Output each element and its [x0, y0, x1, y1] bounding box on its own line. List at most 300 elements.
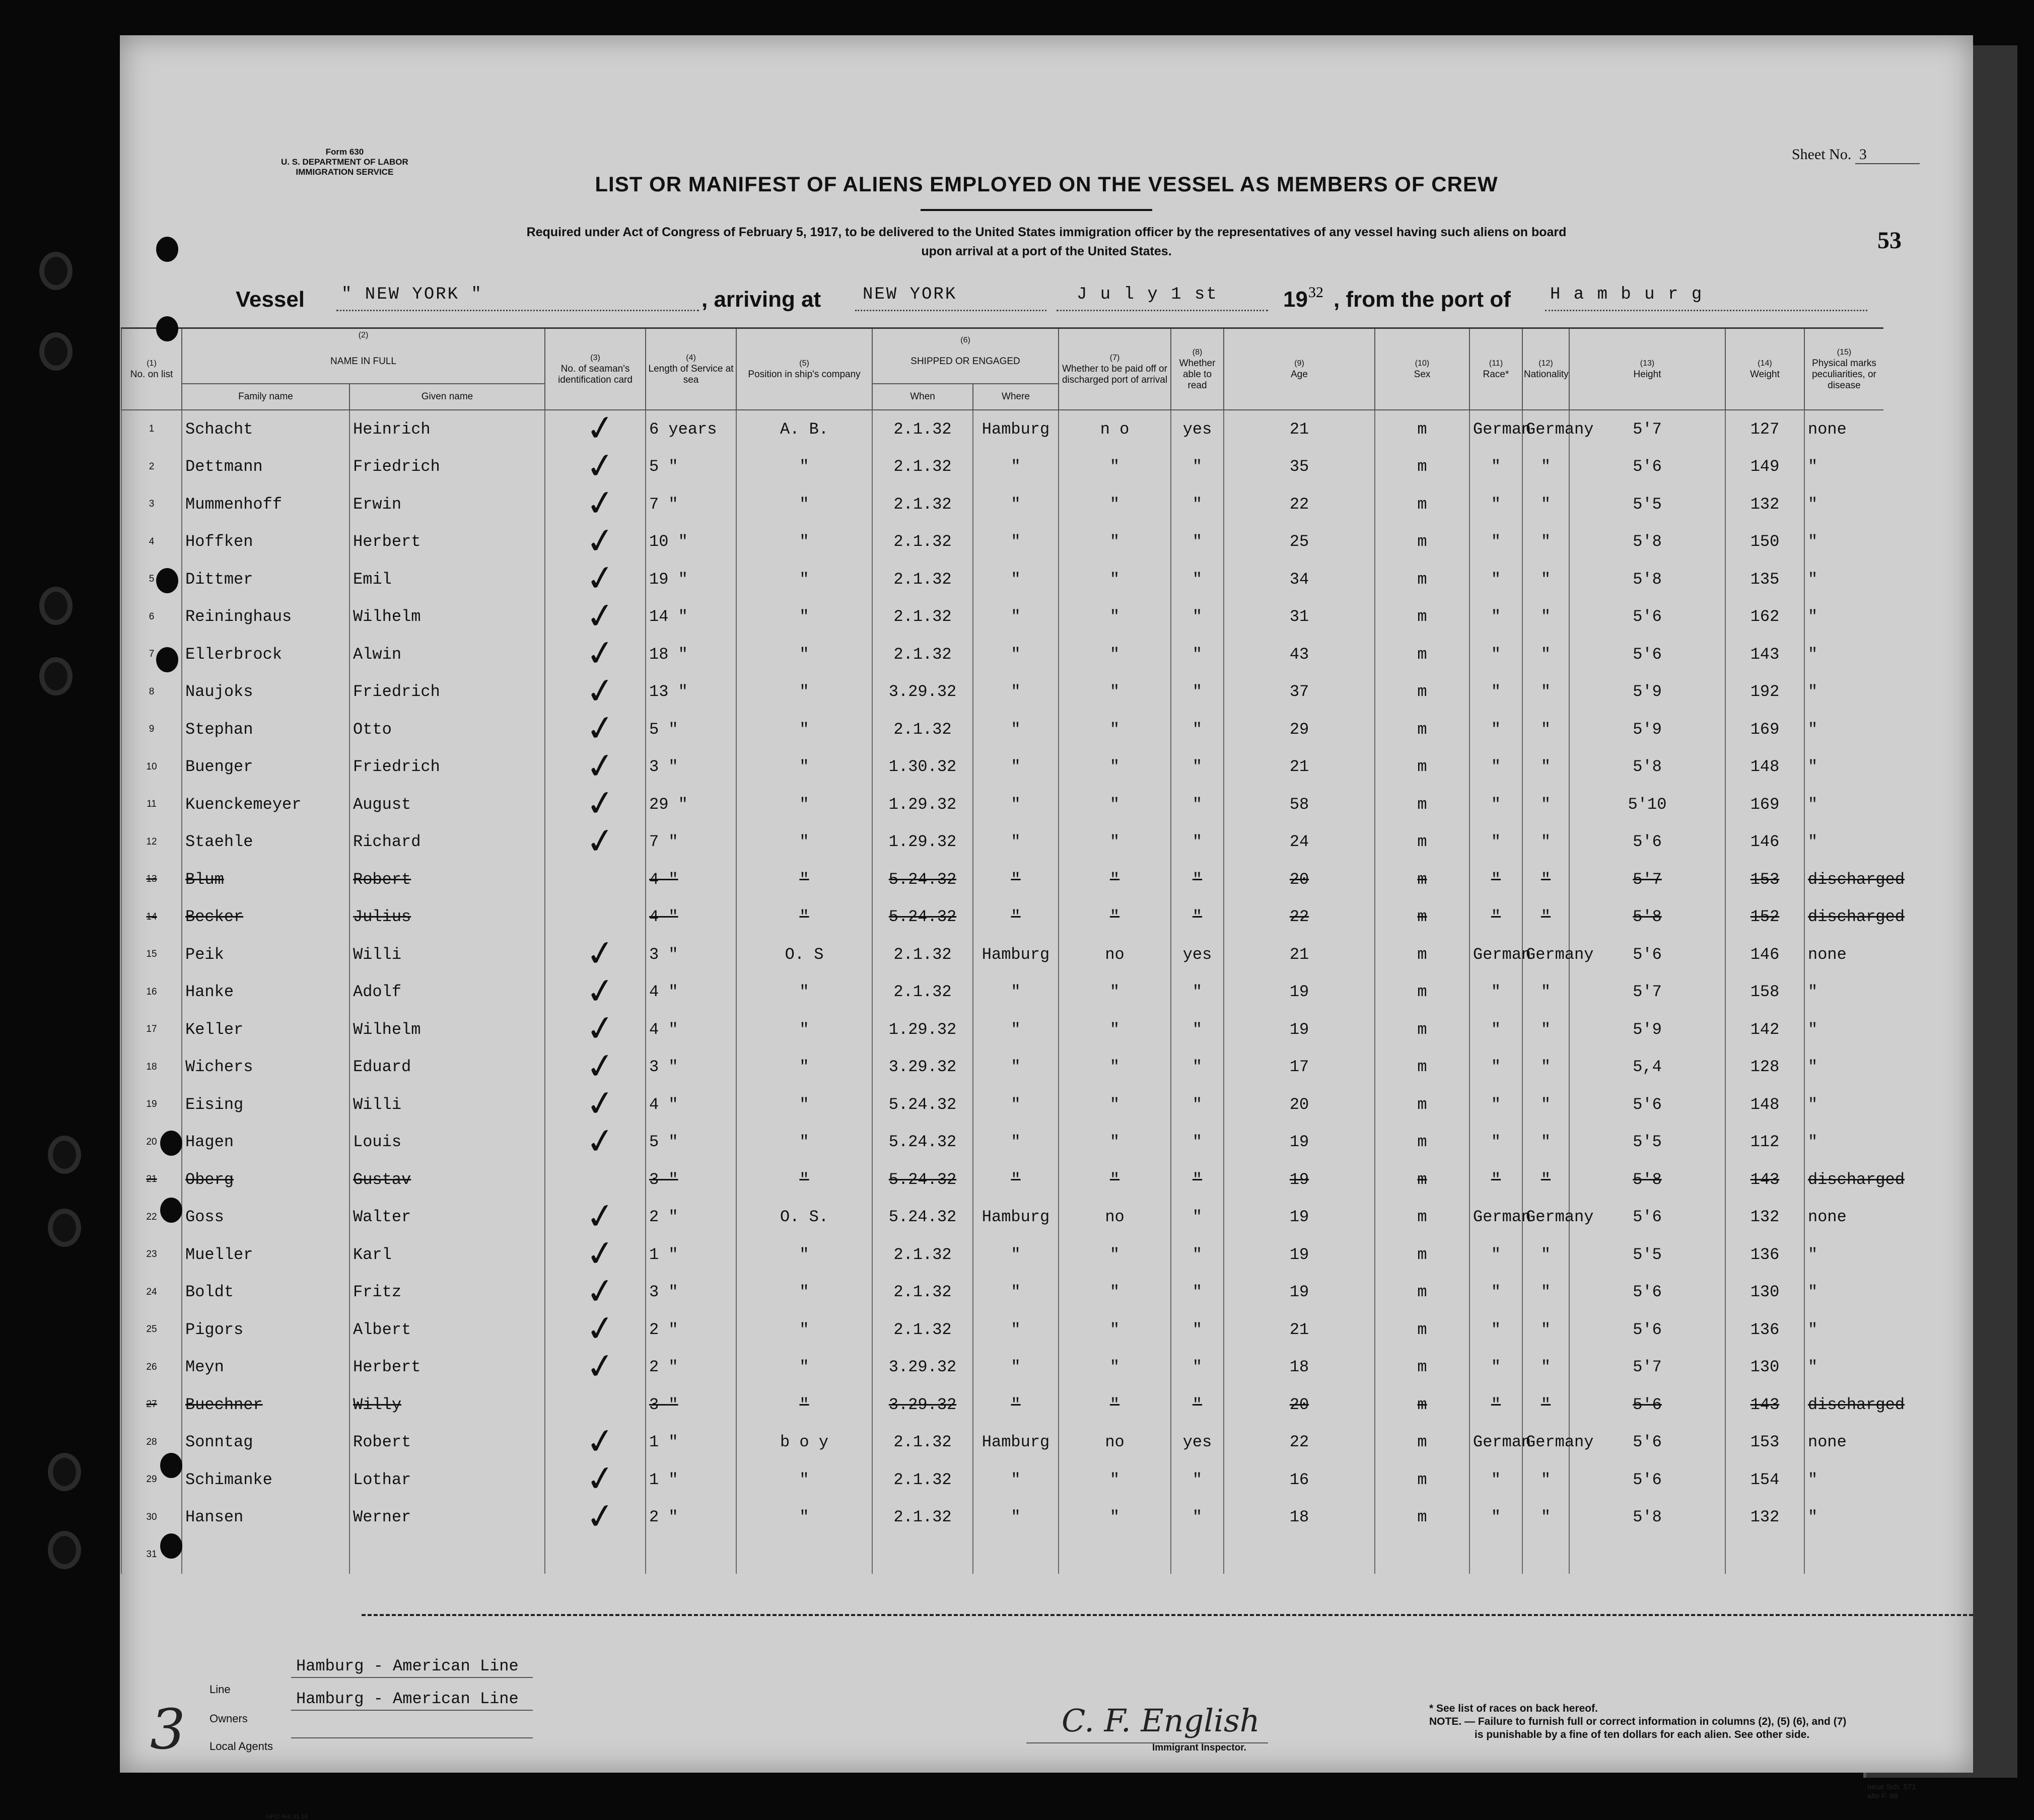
cell-height: 5'8	[1569, 1161, 1725, 1199]
cell-given-name: Karl	[349, 1236, 545, 1274]
cell-given-name: Herbert	[349, 1349, 545, 1386]
cell-age: 22	[1224, 898, 1375, 936]
cell-position: "	[736, 485, 872, 523]
cell-length-of-service: 3 "	[646, 1386, 736, 1424]
col-name-in-full: NAME IN FULL	[330, 356, 396, 367]
port-dotline	[1545, 310, 1867, 311]
cell-height: 5'6	[1569, 1461, 1725, 1499]
cell-list-number: 7	[121, 636, 182, 673]
cell-physical-marks: discharged	[1804, 861, 1883, 898]
cell-family-name: Becker	[182, 898, 349, 936]
cell-shipped-where: "	[973, 1349, 1059, 1386]
cell-sex: m	[1375, 598, 1469, 636]
cell-id-card-check	[545, 781, 646, 826]
col-length-service: Length of Service at sea	[648, 364, 734, 385]
col-shipped-header	[872, 328, 1059, 384]
cell-position: "	[736, 973, 872, 1011]
check-mark-icon: ✓	[583, 405, 618, 451]
cell-shipped-when: 2.1.32	[872, 561, 973, 598]
cell-list-number: 23	[121, 1236, 182, 1274]
cell-family-name: Mummenhoff	[182, 485, 349, 523]
cell-weight: 130	[1725, 1274, 1804, 1311]
cell-family-name: Hansen	[182, 1499, 349, 1536]
cell-physical-marks: "	[1804, 636, 1883, 673]
cell-nationality: "	[1522, 973, 1569, 1011]
col-no-header	[121, 328, 182, 410]
cell-id-card-check	[545, 898, 646, 936]
cell-family-name: Buechner	[182, 1386, 349, 1424]
check-mark-icon: ✓	[583, 1043, 618, 1089]
cell-length-of-service: 4 "	[646, 1086, 736, 1124]
cell-weight: 130	[1725, 1349, 1804, 1386]
cell-list-number: 29	[121, 1461, 182, 1499]
cell-height: 5'6	[1569, 1086, 1725, 1124]
cell-nationality: "	[1522, 1386, 1569, 1424]
cell-age: 20	[1224, 1386, 1375, 1424]
cell-weight: 148	[1725, 1086, 1804, 1124]
cell-list-number: 13	[121, 861, 182, 898]
col-num-7: (7)	[1109, 354, 1120, 362]
cell-nationality: "	[1522, 1048, 1569, 1086]
cell-weight: 192	[1725, 673, 1804, 711]
punch-hole	[160, 1533, 182, 1559]
cell-shipped-when: 2.1.32	[872, 1274, 973, 1311]
cell-shipped-when: 2.1.32	[872, 1424, 973, 1461]
cell-id-card-check	[545, 631, 646, 676]
cell-race: "	[1469, 598, 1522, 636]
cell-paid-off: "	[1059, 673, 1171, 711]
cell-given-name: Wilhelm	[349, 598, 545, 636]
col-num-8: (8)	[1192, 348, 1203, 357]
cell-height: 5'7	[1569, 410, 1725, 448]
cell-position: "	[736, 561, 872, 598]
cell-id-card-check	[545, 1118, 646, 1164]
cell-length-of-service: 18 "	[646, 636, 736, 673]
col-race-header	[1469, 328, 1522, 410]
arriving-dotline	[855, 310, 1046, 311]
arriving-label: , arriving at	[702, 287, 821, 312]
check-mark-icon: ✓	[583, 781, 618, 826]
cell-physical-marks: "	[1804, 823, 1883, 861]
cell-length-of-service: 4 "	[646, 973, 736, 1011]
cell-family-name: Schacht	[182, 410, 349, 448]
cell-sex: m	[1375, 1274, 1469, 1311]
cell-race: "	[1469, 1161, 1522, 1199]
cell-list-number: 16	[121, 973, 182, 1011]
cell-family-name: Ellerbrock	[182, 636, 349, 673]
cell-id-card-check	[545, 743, 646, 789]
cell-able-to-read: "	[1171, 973, 1224, 1011]
check-mark-icon: ✓	[583, 1306, 618, 1351]
cell-shipped-when: 3.29.32	[872, 1349, 973, 1386]
punch-hole	[160, 1453, 182, 1478]
crew-row	[121, 711, 1883, 748]
binder-ring	[48, 1209, 81, 1247]
cell-shipped-when: 2.1.32	[872, 973, 973, 1011]
cell-height: 5'8	[1569, 748, 1725, 786]
cell-age: 19	[1224, 1124, 1375, 1161]
cell-length-of-service: 13 "	[646, 673, 736, 711]
cell-position: "	[736, 673, 872, 711]
cell-given-name: Robert	[349, 861, 545, 898]
cell-sex: m	[1375, 823, 1469, 861]
cell-physical-marks: "	[1804, 1461, 1883, 1499]
cell-physical-marks: "	[1804, 1086, 1883, 1124]
cell-list-number: 18	[121, 1048, 182, 1086]
cell-physical-marks: discharged	[1804, 898, 1883, 936]
cell-weight: 143	[1725, 1386, 1804, 1424]
cell-race: "	[1469, 1086, 1522, 1124]
cell-race: "	[1469, 523, 1522, 561]
cell-nationality: Germany	[1522, 1199, 1569, 1236]
cell-nationality: "	[1522, 598, 1569, 636]
cell-position: "	[736, 523, 872, 561]
cell-shipped-where: "	[973, 748, 1059, 786]
cell-position: O. S	[736, 936, 872, 973]
cell-race: German	[1469, 410, 1522, 448]
cell-able-to-read: "	[1171, 1048, 1224, 1086]
punch-hole	[160, 1131, 182, 1156]
cell-height	[1569, 1536, 1725, 1574]
cell-position: "	[736, 1386, 872, 1424]
cell-paid-off: "	[1059, 1499, 1171, 1536]
cell-able-to-read: "	[1171, 823, 1224, 861]
col-physical: Physical marks peculiarities, or disease	[1812, 358, 1876, 391]
cell-id-card-check	[545, 1194, 646, 1239]
cell-family-name: Sonntag	[182, 1424, 349, 1461]
binder-ring	[39, 252, 73, 290]
cell-age: 19	[1224, 1011, 1375, 1048]
cell-age: 19	[1224, 1199, 1375, 1236]
crew-row	[121, 936, 1883, 973]
crew-row	[121, 636, 1883, 673]
cell-shipped-when: 5.24.32	[872, 1124, 973, 1161]
cell-position: "	[736, 1124, 872, 1161]
cell-shipped-where: "	[973, 898, 1059, 936]
col-paid-off: Whether to be paid off or discharged port of arrival	[1062, 364, 1168, 385]
cell-age: 19	[1224, 1236, 1375, 1274]
cell-height: 5'6	[1569, 1424, 1725, 1461]
crew-row	[121, 861, 1883, 898]
cell-length-of-service: 2 "	[646, 1311, 736, 1349]
cell-age: 22	[1224, 1424, 1375, 1461]
col-sex: Sex	[1414, 369, 1431, 380]
col-num-4: (4)	[686, 354, 696, 362]
cell-weight: 136	[1725, 1311, 1804, 1349]
subtitle	[402, 223, 1691, 261]
cell-id-card-check	[545, 480, 646, 526]
cell-paid-off: "	[1059, 1311, 1171, 1349]
punch-hole	[156, 647, 178, 672]
check-mark-icon: ✓	[583, 593, 618, 639]
cell-list-number: 15	[121, 936, 182, 973]
col-height-header	[1569, 328, 1725, 410]
service-name: IMMIGRATION SERVICE	[296, 167, 394, 177]
cell-able-to-read: "	[1171, 1086, 1224, 1124]
cell-race: "	[1469, 1274, 1522, 1311]
cell-family-name: Naujoks	[182, 673, 349, 711]
col-no-on-list: No. on list	[130, 369, 173, 380]
cell-length-of-service: 3 "	[646, 1048, 736, 1086]
year-suffix: 32	[1308, 284, 1323, 301]
cell-shipped-when: 2.1.32	[872, 1311, 973, 1349]
cell-list-number: 10	[121, 748, 182, 786]
cell-age: 21	[1224, 1311, 1375, 1349]
cell-age: 24	[1224, 823, 1375, 861]
cell-given-name: Friedrich	[349, 673, 545, 711]
col-name-header	[182, 328, 545, 384]
cell-paid-off: "	[1059, 561, 1171, 598]
check-mark-icon: ✓	[583, 1456, 618, 1501]
cell-physical-marks: "	[1804, 561, 1883, 598]
cell-nationality: "	[1522, 711, 1569, 748]
cell-height: 5'7	[1569, 973, 1725, 1011]
cell-given-name: Wilhelm	[349, 1011, 545, 1048]
cell-shipped-when: 2.1.32	[872, 1499, 973, 1536]
cell-nationality: "	[1522, 636, 1569, 673]
cell-shipped-when: 3.29.32	[872, 1048, 973, 1086]
cell-length-of-service: 10 "	[646, 523, 736, 561]
cell-sex: m	[1375, 636, 1469, 673]
cell-position: b o y	[736, 1424, 872, 1461]
cell-sex: m	[1375, 1199, 1469, 1236]
cell-height: 5'6	[1569, 1386, 1725, 1424]
cell-given-name: Emil	[349, 561, 545, 598]
cell-paid-off: "	[1059, 1274, 1171, 1311]
cell-able-to-read: "	[1171, 523, 1224, 561]
cell-shipped-where: Hamburg	[973, 936, 1059, 973]
cell-list-number: 28	[121, 1424, 182, 1461]
cell-given-name: Otto	[349, 711, 545, 748]
cell-physical-marks: "	[1804, 1048, 1883, 1086]
cell-age: 18	[1224, 1499, 1375, 1536]
check-mark-icon: ✓	[583, 1344, 618, 1389]
cell-family-name: Wichers	[182, 1048, 349, 1086]
sheet-number	[1792, 146, 1920, 164]
col-height: Height	[1633, 369, 1661, 380]
cell-sex: m	[1375, 1424, 1469, 1461]
cell-nationality: "	[1522, 561, 1569, 598]
cell-physical-marks: "	[1804, 1236, 1883, 1274]
cell-list-number: 12	[121, 823, 182, 861]
col-num-3: (3)	[590, 354, 600, 362]
cell-sex: m	[1375, 711, 1469, 748]
cell-physical-marks: "	[1804, 448, 1883, 486]
cell-id-card-check	[545, 861, 646, 898]
department-name: U. S. DEPARTMENT OF LABOR	[281, 157, 408, 167]
sheet-label: Sheet No.	[1792, 146, 1852, 163]
cell-able-to-read: "	[1171, 636, 1224, 673]
crew-row	[121, 1161, 1883, 1199]
cell-family-name: Staehle	[182, 823, 349, 861]
cell-age: 21	[1224, 936, 1375, 973]
binder-ring	[39, 332, 73, 371]
check-mark-icon: ✓	[583, 518, 618, 564]
cell-given-name: Willy	[349, 1386, 545, 1424]
cell-sex: m	[1375, 410, 1469, 448]
cell-shipped-where: Hamburg	[973, 410, 1059, 448]
col-when: When	[872, 384, 973, 410]
cell-physical-marks: "	[1804, 748, 1883, 786]
cell-race: "	[1469, 711, 1522, 748]
col-where: Where	[973, 384, 1059, 410]
cell-id-card-check	[545, 1419, 646, 1464]
cell-position: "	[736, 748, 872, 786]
cell-weight: 149	[1725, 448, 1804, 486]
cell-able-to-read: "	[1171, 1011, 1224, 1048]
cell-length-of-service: 14 "	[646, 598, 736, 636]
cell-list-number: 2	[121, 448, 182, 486]
handwritten-mark: 3	[150, 1697, 185, 1762]
col-num-13: (13)	[1640, 359, 1655, 368]
cell-paid-off: "	[1059, 448, 1171, 486]
crew-row	[121, 523, 1883, 561]
cell-length-of-service: 7 "	[646, 485, 736, 523]
cell-length-of-service: 2 "	[646, 1199, 736, 1236]
cell-id-card-check	[545, 1231, 646, 1276]
cell-family-name: Hoffken	[182, 523, 349, 561]
arrival-date: J u l y 1 st	[1077, 285, 1218, 304]
cell-shipped-where: "	[973, 561, 1059, 598]
cell-weight: 162	[1725, 598, 1804, 636]
cell-physical-marks: "	[1804, 1011, 1883, 1048]
cell-race: "	[1469, 748, 1522, 786]
cell-age: 20	[1224, 861, 1375, 898]
cell-list-number: 21	[121, 1161, 182, 1199]
cell-list-number: 25	[121, 1311, 182, 1349]
cell-list-number: 9	[121, 711, 182, 748]
col-num-5: (5)	[799, 359, 809, 368]
cell-able-to-read: "	[1171, 1461, 1224, 1499]
cell-nationality: "	[1522, 1349, 1569, 1386]
cell-race: "	[1469, 1499, 1522, 1536]
cell-shipped-where: "	[973, 973, 1059, 1011]
cell-length-of-service: 4 "	[646, 1011, 736, 1048]
cell-able-to-read: "	[1171, 1499, 1224, 1536]
check-mark-icon: ✓	[583, 1419, 618, 1464]
col-physical-header	[1804, 328, 1883, 410]
cell-length-of-service: 3 "	[646, 1274, 736, 1311]
cell-age: 19	[1224, 1161, 1375, 1199]
cell-physical-marks: none	[1804, 1199, 1883, 1236]
cell-length-of-service: 3 "	[646, 936, 736, 973]
cell-weight: 150	[1725, 523, 1804, 561]
col-weight-header	[1725, 328, 1804, 410]
cell-weight: 158	[1725, 973, 1804, 1011]
check-mark-icon: ✓	[583, 706, 618, 751]
cell-sex: m	[1375, 1386, 1469, 1424]
cell-able-to-read: yes	[1171, 936, 1224, 973]
cell-height: 5'10	[1569, 786, 1725, 823]
cell-family-name	[182, 1536, 349, 1574]
cell-able-to-read: "	[1171, 1124, 1224, 1161]
cell-shipped-when: 2.1.32	[872, 485, 973, 523]
cell-given-name: Lothar	[349, 1461, 545, 1499]
cell-paid-off: "	[1059, 1048, 1171, 1086]
col-num-12: (12)	[1538, 359, 1553, 368]
page-number: 53	[1877, 227, 1902, 254]
cell-paid-off: "	[1059, 523, 1171, 561]
cell-able-to-read: "	[1171, 748, 1224, 786]
cell-paid-off: "	[1059, 598, 1171, 636]
cell-shipped-when: 5.24.32	[872, 1086, 973, 1124]
cell-given-name: Richard	[349, 823, 545, 861]
cell-position: "	[736, 636, 872, 673]
crew-row	[121, 1536, 1883, 1574]
cell-sex: m	[1375, 1086, 1469, 1124]
crew-row	[121, 1349, 1883, 1386]
cell-family-name: Pigors	[182, 1311, 349, 1349]
cell-nationality: "	[1522, 673, 1569, 711]
cell-race: "	[1469, 786, 1522, 823]
cell-position: "	[736, 1274, 872, 1311]
cell-shipped-when: 2.1.32	[872, 598, 973, 636]
cell-race: German	[1469, 1424, 1522, 1461]
cell-length-of-service: 19 "	[646, 561, 736, 598]
cell-id-card-check	[545, 1494, 646, 1539]
cell-able-to-read: "	[1171, 1311, 1224, 1349]
crew-row	[121, 448, 1883, 486]
cell-position: "	[736, 1461, 872, 1499]
cell-race: "	[1469, 1048, 1522, 1086]
cell-paid-off: "	[1059, 636, 1171, 673]
cell-shipped-when: 1.29.32	[872, 1011, 973, 1048]
cell-weight: 142	[1725, 1011, 1804, 1048]
check-mark-icon: ✓	[583, 818, 618, 864]
cell-age: 19	[1224, 973, 1375, 1011]
cell-race	[1469, 1536, 1522, 1574]
cell-id-card-check	[545, 518, 646, 564]
cell-nationality: "	[1522, 523, 1569, 561]
cell-shipped-when: 2.1.32	[872, 1461, 973, 1499]
cell-physical-marks: "	[1804, 973, 1883, 1011]
cell-nationality: Germany	[1522, 410, 1569, 448]
crew-row	[121, 786, 1883, 823]
cell-list-number: 22	[121, 1199, 182, 1236]
cell-position: "	[736, 448, 872, 486]
crew-table-wrap	[120, 327, 1973, 1574]
cell-race: "	[1469, 1011, 1522, 1048]
cell-length-of-service: 3 "	[646, 748, 736, 786]
cell-shipped-when: 5.24.32	[872, 861, 973, 898]
cell-given-name: Willi	[349, 936, 545, 973]
cell-physical-marks: "	[1804, 1124, 1883, 1161]
binder-ring	[39, 657, 73, 695]
title-underline	[921, 209, 1152, 211]
cell-race: "	[1469, 448, 1522, 486]
cell-id-card-check	[545, 1536, 646, 1574]
cell-position: "	[736, 711, 872, 748]
cell-list-number: 6	[121, 598, 182, 636]
cell-shipped-where: "	[973, 636, 1059, 673]
cell-able-to-read: "	[1171, 1236, 1224, 1274]
cell-sex: m	[1375, 448, 1469, 486]
punch-hole	[156, 568, 178, 593]
cell-race: "	[1469, 1386, 1522, 1424]
from-port: H a m b u r g	[1550, 285, 1704, 304]
cell-race: "	[1469, 898, 1522, 936]
check-mark-icon: ✓	[583, 931, 618, 976]
cell-height: 5'7	[1569, 1349, 1725, 1386]
cell-family-name: Oberg	[182, 1161, 349, 1199]
cell-sex: m	[1375, 936, 1469, 973]
cell-shipped-when: 2.1.32	[872, 448, 973, 486]
subtitle-line-1: Required under Act of Congress of February 5, 1917, to be delivered to the United States immigration officer by the representatives of any vessel having such aliens on board	[526, 225, 1567, 239]
cell-nationality: "	[1522, 1236, 1569, 1274]
cell-sex: m	[1375, 973, 1469, 1011]
line-label: Line	[209, 1683, 231, 1696]
cell-list-number: 24	[121, 1274, 182, 1311]
